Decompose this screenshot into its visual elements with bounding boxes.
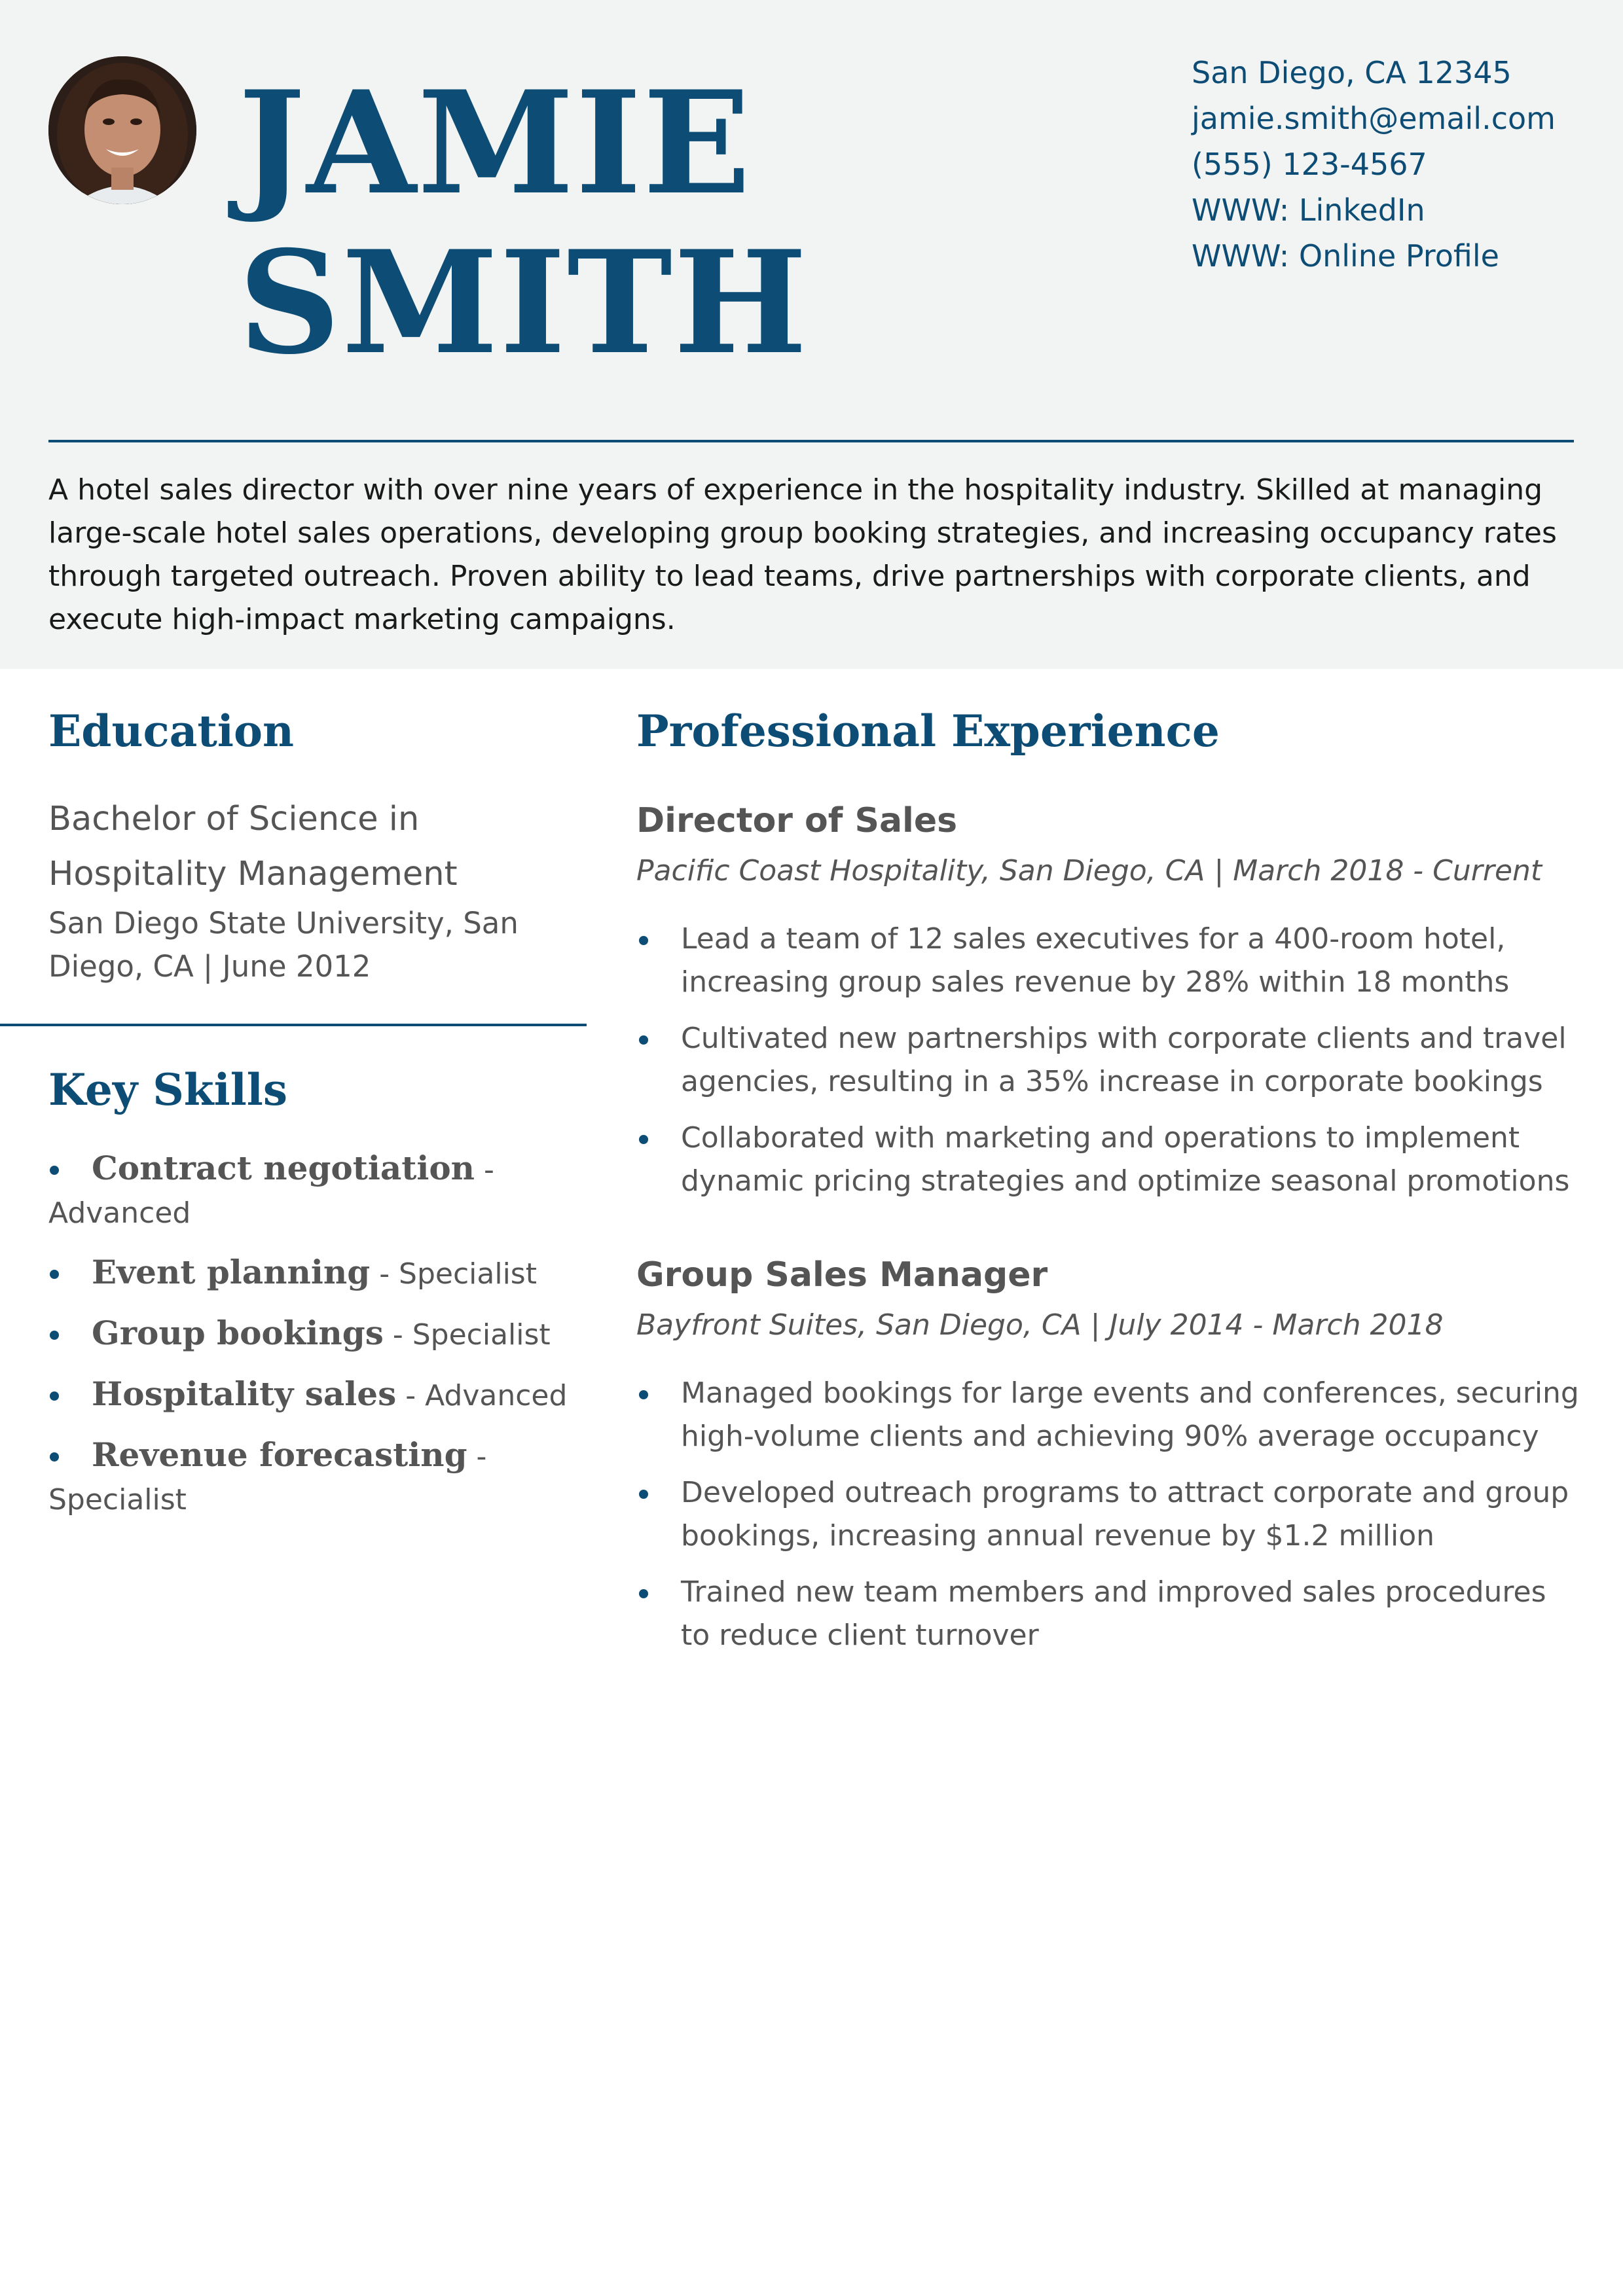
header-band (0, 0, 1623, 669)
summary-text: A hotel sales director with over nine years of experience in the hospitality industry. Skilled at managing large-scale hotel sales operations, developing group booking strategies, and increasing occupancy rates through targeted outreach. Proven ability to lead teams, drive partnerships with corporate clients, and execute high-impact marketing campaigns. (48, 473, 1557, 636)
job-bullet: Trained new team members and improved sales procedures to reduce client turnover (636, 1571, 1579, 1657)
job-bullet: Lead a team of 12 sales executives for a 400-room hotel, increasing group sales revenue by 28% within 18 months (636, 918, 1579, 1004)
job-bullets (636, 918, 1579, 1216)
skills-title: Key Skills (48, 1064, 287, 1115)
contact-info (1192, 50, 1556, 279)
experience-title: Professional Experience (636, 706, 1220, 757)
skill-level: - Specialist (48, 1440, 487, 1516)
job-bullet: Managed bookings for large events and conferences, securing high-volume clients and achieving 90% average occupancy (636, 1372, 1579, 1458)
candidate-name (238, 60, 809, 386)
skill-name: Contract negotiation (92, 1149, 475, 1187)
skill-item (48, 1251, 585, 1296)
skill-level: - Advanced (396, 1379, 568, 1412)
skill-level: - Specialist (383, 1318, 551, 1352)
contact-profile-link[interactable]: WWW: Online Profile (1192, 238, 1499, 274)
education-title: Education (48, 706, 294, 757)
skill-item (48, 1312, 585, 1357)
job-meta: Pacific Coast Hospitality, San Diego, CA | March 2018 - Current (636, 854, 1542, 888)
skill-name: Group bookings (92, 1314, 384, 1352)
job-bullet: Collaborated with marketing and operations to implement dynamic pricing strategies and optimize seasonal promotions (636, 1117, 1579, 1203)
education-degree: Bachelor of Science in Hospitality Management (48, 800, 458, 893)
contact-linkedin-link[interactable]: WWW: LinkedIn (1192, 192, 1425, 228)
skill-item (48, 1147, 585, 1235)
job-bullet: Cultivated new partnerships with corporate clients and travel agencies, resulting in a 35% increase in corporate bookings (636, 1017, 1579, 1103)
job-bullets (636, 1372, 1579, 1670)
skill-level: - Advanced (48, 1153, 494, 1230)
left-column-divider (0, 1024, 587, 1026)
skill-name: Revenue forecasting (92, 1435, 467, 1474)
skill-name: Hospitality sales (92, 1374, 397, 1413)
header-divider (48, 440, 1574, 442)
job-title: Group Sales Manager (636, 1255, 1048, 1295)
name-first: JAMIE (238, 60, 752, 226)
skill-item (48, 1372, 585, 1418)
skill-name: Event planning (92, 1253, 371, 1291)
name-last: SMITH (238, 219, 809, 386)
education-school: San Diego State University, San Diego, CA | June 2012 (48, 906, 519, 984)
contact-email[interactable]: jamie.smith@email.com (1192, 101, 1556, 136)
avatar (48, 56, 196, 204)
skills-list (48, 1147, 585, 1537)
portrait-image (48, 56, 196, 204)
contact-phone[interactable]: (555) 123-4567 (1192, 147, 1427, 182)
job-bullet: Developed outreach programs to attract corporate and group bookings, increasing annual revenue by $1.2 million (636, 1471, 1579, 1558)
job-title: Director of Sales (636, 801, 958, 840)
skill-level: - Specialist (370, 1257, 537, 1291)
contact-address: San Diego, CA 12345 (1192, 55, 1512, 90)
job-meta: Bayfront Suites, San Diego, CA | July 2014 - March 2018 (636, 1308, 1444, 1342)
skill-item (48, 1433, 585, 1522)
